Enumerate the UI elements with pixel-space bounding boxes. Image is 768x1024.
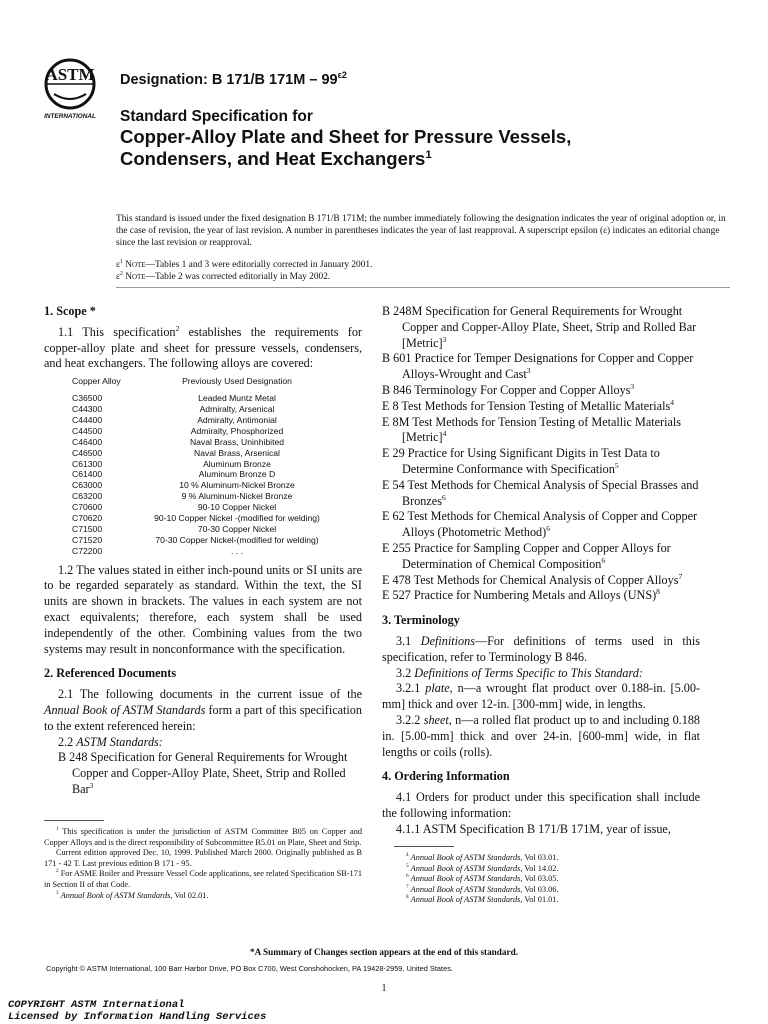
editorial-notes [116,259,730,283]
alloy-number-cell: C71520 [72,534,103,545]
license-line-2: Licensed by Information Handling Services [8,1011,267,1023]
footnote-mark: 2 [56,868,59,875]
table-row [44,393,362,404]
title-line-2-text: Condensers, and Heat Exchangers [120,148,426,169]
paragraph-text: , n—a rolled flat product up to and including 0.188 in. [5.00-mm] thick and over 24-in. [600-mm] wide, in flat lengths or coils (rolls). [382,712,701,759]
table-header-row [44,376,362,387]
editorial-note [116,259,730,271]
italic-text: Annual Book of ASTM Standards [44,703,206,718]
column-header: Copper Alloy [72,376,121,387]
footnote [44,827,362,848]
footnote-ref: 8 [656,587,660,597]
footnote-ref: 6 [601,555,606,565]
footnote-mark: 5 [406,862,409,869]
previous-designation-cell: 70-30 Copper Nickel [197,523,277,534]
epsilon-mark: ε [116,272,120,282]
footnote-text: , Vol 03.05. [520,874,559,884]
previous-designation-cell: Leaded Muntz Metal [198,393,276,404]
column-header: Previously Used Designation [182,376,292,387]
table-row [44,459,362,470]
reference-text: E 478 Test Methods for Chemical Analysis of Copper Alloys [382,572,679,587]
previous-designation-cell: Naval Brass, Arsenical [194,447,280,458]
footnote-ref: 3 [526,366,531,376]
designation-superscript: ε2 [337,70,347,81]
footnote-italic: Annual Book of ASTM Standards [410,884,521,894]
table-row [44,513,362,524]
footnote-text: , Vol 01.01. [520,895,559,905]
footnote-italic: Annual Book of ASTM Standards [410,895,521,905]
summary-of-changes-note: *A Summary of Changes section appears at the end of this standard. [250,947,518,957]
footnote-italic: Annual Book of ASTM Standards [410,874,521,884]
footnote-text: For ASME Boiler and Pressure Vessel Code applications, see related Specification SB-171 in Section II of that Code. [44,869,362,889]
table-row [44,404,362,415]
previous-designation-cell: Admiralty, Arsenical [199,404,275,414]
footnote-text: , Vol 03.06. [520,884,559,894]
italic-text: Definitions of Terms Specific to This Standard: [414,665,643,680]
reference-item [382,399,700,415]
license-line-1: COPYRIGHT ASTM International [8,999,185,1011]
reference-text: B 601 Practice for Temper Designations for Copper and Copper Alloys-Wrought and Cast [382,351,694,382]
footnote-ref: 4 [670,397,674,407]
footnote-italic: Annual Book of ASTM Standards [60,890,171,900]
paragraph-3-2-2 [382,713,700,760]
reference-text: E 62 Test Methods for Chemical Analysis of Copper and Copper Alloys (Photometric Method) [382,509,698,540]
footnote [44,869,362,890]
alloy-number-cell: C70600 [72,502,103,513]
footnote [394,895,700,906]
reference-item [382,478,700,510]
paragraph-3-2 [382,666,700,682]
note-text: —Tables 1 and 3 were editorially corrected in January 2001. [145,260,373,270]
paragraph-text: 1.1 This specification [58,324,176,339]
paragraph-text: establishes the requirements for copper-alloy plate and sheet for pressure vessels, condensers, and heat exchangers. The following alloys are covered: [44,324,362,371]
alloy-number-cell: C72200 [72,545,103,556]
reference-text: E 8 Test Methods for Tension Testing of Metallic Materials [382,398,671,413]
table-row [44,546,362,557]
footnote [394,874,700,885]
section-heading-referenced-documents: 2. Referenced Documents [44,666,177,681]
footnote-ref: 6 [546,524,550,534]
paragraph-3-2-1 [382,681,700,713]
reference-text: B 846 Terminology For Copper and Copper Alloys [382,382,631,397]
reference-item [382,351,700,383]
reference-text: E 8M Test Methods for Tension Testing of Metallic Materials [Metric] [382,414,682,445]
footnotes-left [44,812,362,901]
logo-subtitle: INTERNATIONAL [44,113,96,120]
reference-item [382,573,700,589]
previous-designation-cell: 90-10 Copper Nickel -(modified for welding) [154,513,320,524]
left-column [44,304,362,798]
footnote [394,864,700,875]
paragraph-text: —For definitions of terms used in this specification, refer to Terminology B 846. [382,633,701,664]
reference-text: E 527 Practice for Numbering Metals and Alloys (UNS) [382,588,657,603]
previous-designation-cell: 70-30 Copper Nickel-(modified for welding) [155,534,319,545]
header-divider [116,287,730,288]
footnote-text: This specification is under the jurisdiction of ASTM Committee B05 on Copper and Copper Alloys and is the direct responsibility of Subcommittee B5.01 on Plate, Sheet and Strip. [44,827,362,847]
alloy-number-cell: C63000 [72,480,103,491]
section-heading-scope: 1. Scope * [44,304,96,318]
alloy-number-cell: C46400 [72,436,103,447]
italic-text: plate [425,681,450,696]
previous-designation-cell: Aluminum Bronze [203,458,271,469]
epsilon-mark: ε [116,260,120,270]
table-row [44,491,362,502]
alloy-table [44,376,362,557]
previous-designation-cell: Naval Brass, Uninhibited [189,436,285,447]
footnote-mark: 6 [406,873,409,880]
section-heading-terminology: 3. Terminology [382,613,460,628]
paragraph-2-2 [44,735,362,751]
footnote-ref: 3 [89,780,94,790]
footnote-ref: 3 [630,381,635,391]
note-number: 1 [119,258,123,265]
footnote [394,853,700,864]
paragraph-text: 3.2 [396,665,415,680]
table-row [44,437,362,448]
alloy-number-cell: C61300 [72,458,103,469]
reference-item [382,415,700,447]
previous-designation-cell: Admiralty, Antimonial [197,414,277,425]
footnote-ref: 6 [441,492,446,502]
footnote-mark: 8 [406,894,409,901]
paragraph-2-1 [44,687,362,734]
reference-item [382,541,700,573]
footnote-mark: 3 [56,889,59,896]
footnote-text: , Vol 03.01. [520,853,559,862]
title-line-2 [120,148,740,170]
title-footnote-mark: 1 [425,148,432,161]
table-row [44,415,362,426]
alloy-number-cell: C71500 [72,523,103,534]
paragraph-text: 3.2.1 [396,681,426,696]
alloy-number-cell: C63200 [72,491,103,502]
alloy-number-cell: C36500 [72,393,103,404]
footnote-divider [394,846,454,847]
table-row [44,448,362,459]
paragraph-text: 2.2 [58,734,77,749]
footnote-ref: 5 [614,460,619,470]
table-row [44,480,362,491]
section-heading-ordering-information: 4. Ordering Information [382,769,510,784]
paragraph-text: 2.1 The following documents in the current issue of the [58,687,362,702]
footnote-mark: 4 [406,852,409,859]
footnote-ref: 3 [442,334,447,344]
table-row [44,524,362,535]
right-column [382,304,700,838]
footnotes-right [394,846,700,906]
reference-text: E 29 Practice for Using Significant Digits in Test Data to Determine Conformance with Specification [382,446,660,476]
previous-designation-cell: 9 % Aluminum-Nickel Bronze [181,491,293,502]
italic-text: Definitions [420,633,475,648]
designation [120,72,347,88]
reference-text: E 255 Practice for Sampling Copper and Copper Alloys for Determination of Chemical Composition [382,540,671,571]
footnote-mark: 7 [406,884,409,891]
title-line-1: Copper-Alloy Plate and Sheet for Pressure Vessels, [120,126,572,147]
copyright-notice: Copyright © ASTM International, 100 Barr Harbor Drive, PO Box C700, West Conshohocken, PA 19428-2959, United States. [46,964,453,973]
footnote-ref: 2 [175,323,180,333]
footnote [44,848,362,869]
footnote-mark: 1 [56,826,59,833]
previous-designation-cell: Aluminum Bronze D [198,469,276,480]
page-number: 1 [381,983,387,994]
paragraph-text: 3.1 [396,633,421,648]
title-prefix: Standard Specification for [120,108,313,125]
footnote-ref: 4 [442,429,447,439]
paragraph-text: form a part of this specification to the extent referenced herein: [44,703,362,733]
alloy-number-cell: C44300 [72,404,103,414]
note-text: —Table 2 was corrected editorially in May 2002. [145,272,331,282]
designation-text: Designation: B 171/B 171M – 99 [120,72,338,88]
footnote-italic: Annual Book of ASTM Standards [410,863,521,873]
table-row [44,426,362,437]
reference-item [382,588,700,604]
footnote-text: Current edition approved Dec. 10, 1999. Published March 2000. Originally published as B 171 - 42 T. Last previous edition B 171 - 95. [44,848,362,868]
reference-text: B 248M Specification for General Requirements for Wrought Copper and Copper-Alloy Plate, Sheet, Strip and Rolled Bar [Metric] [382,304,697,350]
reference-text: B 248 Specification for General Requirements for Wrought Copper and Copper-Alloy Plate, Sheet, Strip and Rolled Bar [58,750,348,797]
footnote-ref: 7 [678,571,683,581]
note-label: Note [125,260,146,270]
issuance-statement: This standard is issued under the fixed designation B 171/B 171M; the number immediately following the designation indicates the year of original adoption or, in the case of revision, the year of last revision. A number in parentheses indicates the year of last reapproval. A superscript epsilon (ε) indicates an editorial change since the last revision or reapproval. [116,214,726,249]
logo-letters: ASTM [45,65,95,84]
footnote-list [394,853,700,906]
reference-list [382,304,700,604]
reference-item [382,509,700,541]
reference-item [382,304,700,351]
paragraph-3-1 [382,634,700,666]
editorial-note [116,271,730,283]
italic-text: sheet [423,712,449,727]
alloy-number-cell: C70620 [72,513,103,524]
paragraph-text: , n—a wrought flat product over 0.188-in. [5.00-mm] thick and over 12-in. [300-mm] wide, in lengths. [382,681,701,712]
previous-designation-cell: 10 % Aluminum-Nickel Bronze [179,480,295,491]
previous-designation-cell: Admiralty, Phosphorized [190,425,284,436]
previous-designation-cell: 90-10 Copper Nickel [197,502,277,513]
table-row [44,469,362,480]
alloy-number-cell: C44400 [72,414,103,425]
title-block [120,108,740,170]
paragraph-4-1-1: 4.1.1 ASTM Specification B 171/B 171M, year of issue, [396,821,671,836]
note-label: Note [125,272,146,282]
table-row [44,502,362,513]
astm-logo [32,58,112,120]
footnote-text: , Vol 14.02. [520,863,559,873]
table-body [44,393,362,557]
footnote [394,885,700,896]
table-row [44,535,362,546]
footnote-text: , Vol 02.01. [170,890,209,900]
reference-item [382,383,700,399]
paragraph-text: 3.2.2 [396,712,424,727]
reference-b248 [44,750,362,797]
italic-text: ASTM Standards: [76,734,163,749]
footnote-divider [44,820,104,821]
footnote-italic: Annual Book of ASTM Standards [410,853,521,862]
paragraph-4-1: 4.1 Orders for product under this specification shall include the following information: [382,790,700,820]
previous-designation-cell: . . . [231,545,243,556]
paragraph-1-2: 1.2 The values stated in either inch-pound units or SI units are to be regarded separately as standard. Within the text, the SI units are shown in brackets. The values in each system are not exact equivalents; therefore, each system shall be used independently of the other. Combining values from the two systems may result in nonconformance with the specification. [44,562,362,656]
paragraph-1-1 [44,325,362,372]
reference-text: E 54 Test Methods for Chemical Analysis of Special Brasses and Bronzes [382,477,699,508]
alloy-number-cell: C44500 [72,425,103,436]
alloy-number-cell: C46500 [72,447,103,458]
reference-item [382,446,700,478]
note-number: 2 [119,270,123,277]
alloy-number-cell: C61400 [72,469,103,480]
astm-logo-icon [32,58,112,120]
footnote [44,891,362,902]
